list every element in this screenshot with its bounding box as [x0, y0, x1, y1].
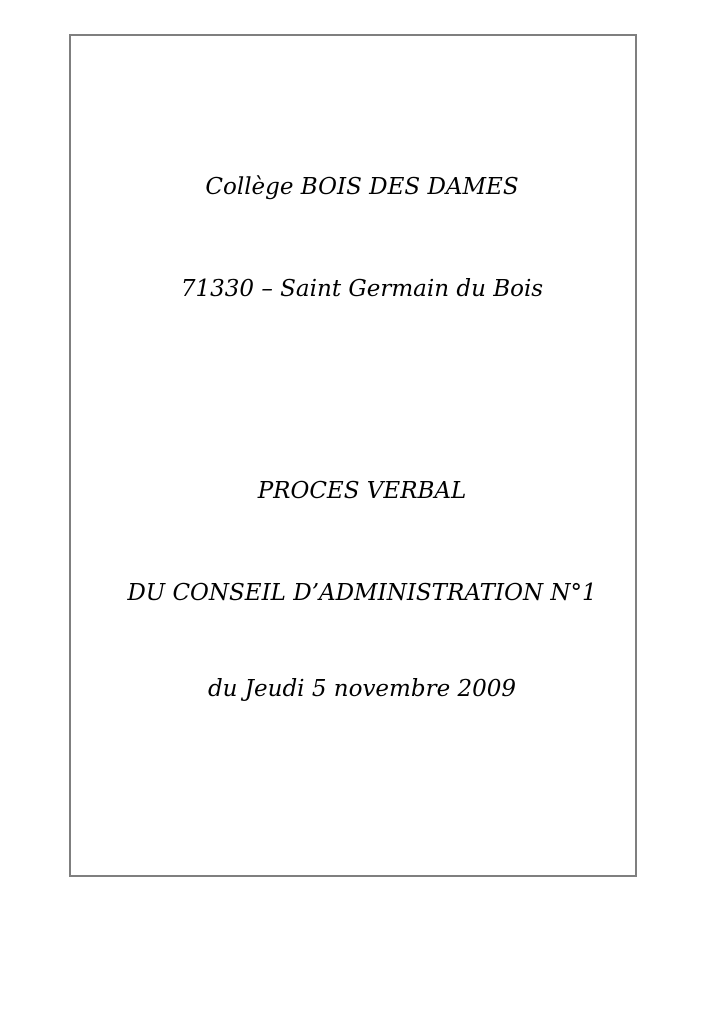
school-address: 71330 – Saint Germain du Bois — [180, 276, 544, 302]
cover-frame — [69, 34, 637, 877]
document-title: PROCES VERBAL — [257, 478, 467, 504]
school-name: Collège BOIS DES DAMES — [205, 174, 519, 200]
meeting-date: du Jeudi 5 novembre 2009 — [207, 676, 517, 702]
document-subtitle: DU CONSEIL D’ADMINISTRATION N°1 — [127, 580, 597, 606]
